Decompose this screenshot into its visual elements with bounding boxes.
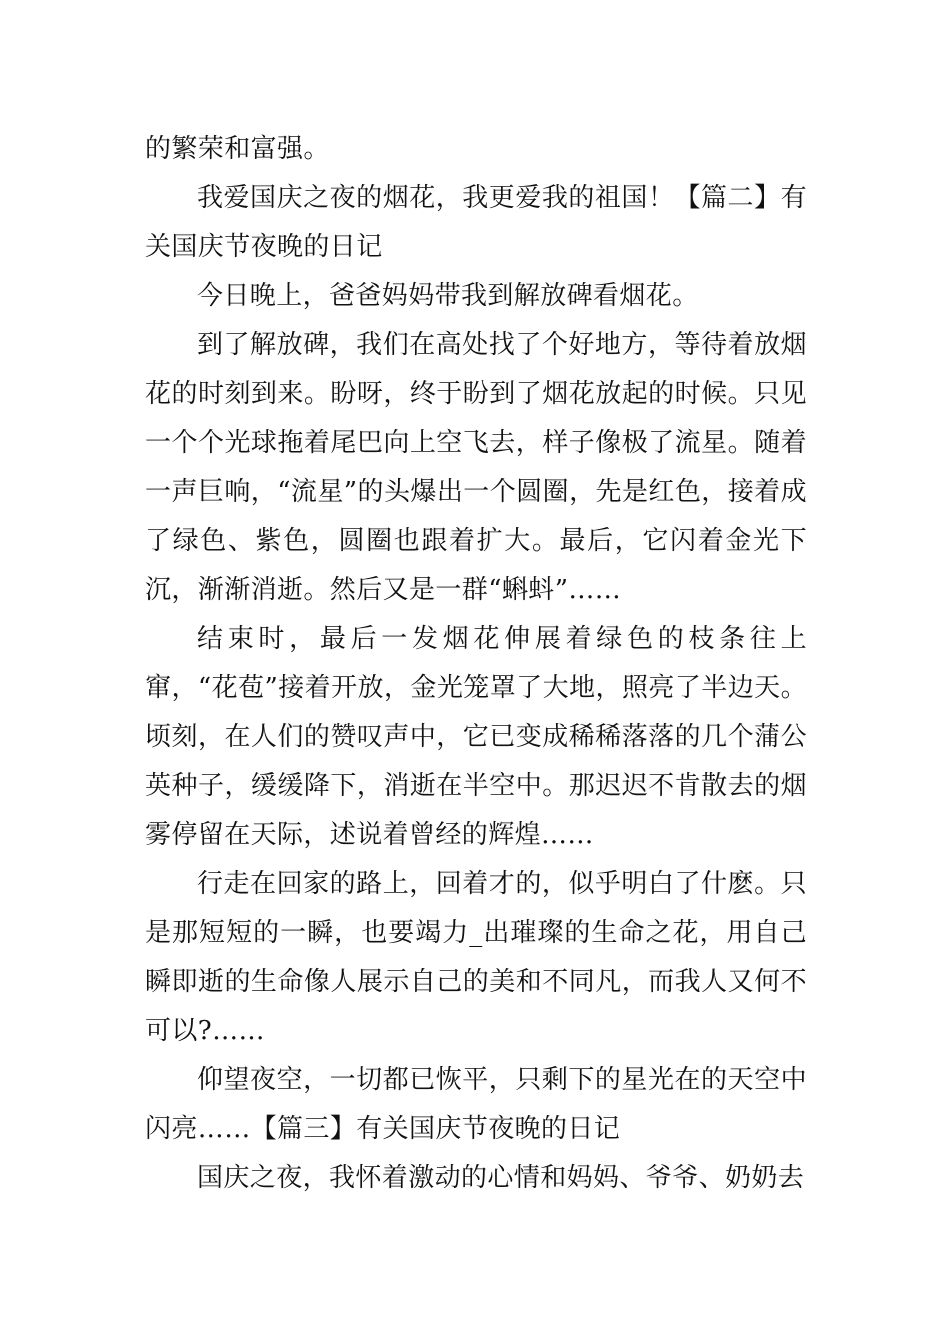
paragraph-4: 到了解放碑，我们在高处找了个好地方，等待着放烟花的时刻到来。盼呀，终于盼到了烟花放起的时候。只见一个个光球拖着尾巴向上空飞去，样子像极了流星。随着一声巨响，“流星”的头爆出一个圆圈，先是红色，接着成了绿色、紫色，圆圈也跟着扩大。最后，它闪着金光下沉，渐渐消逝。然后又是一群“蝌蚪”……	[145, 330, 807, 605]
paragraph-7: 仰望夜空，一切都已恢平，只剩下的星光在的天空中闪亮……【篇三】有关国庆节夜晚的日记	[145, 1065, 807, 1144]
paragraph-2: 我爱国庆之夜的烟花，我更爱我的祖国！【篇二】有关国庆节夜晚的日记	[145, 183, 807, 262]
paragraph-8: 国庆之夜，我怀着激动的心情和妈妈、爷爷、奶奶去	[197, 1163, 805, 1193]
paragraph-3: 今日晚上，爸爸妈妈带我到解放碑看烟花。	[197, 281, 699, 311]
paragraph-1: 的繁荣和富强。	[145, 134, 330, 164]
paragraph-6: 行走在回家的路上，回着才的，似乎明白了什麽。只是那短短的一瞬，也要竭力_出璀璨的生命之花，用自己瞬即逝的生命像人展示自己的美和不同凡，而我人又何不可以?……	[145, 869, 807, 1046]
document-body	[145, 125, 807, 1203]
paragraph-5: 结束时，最后一发烟花伸展着绿色的枝条往上窜，“花苞”接着开放，金光笼罩了大地，照亮了半边天。顷刻，在人们的赞叹声中，它已变成稀稀落落的几个蒲公英种子，缓缓降下，消逝在半空中。那迟迟不肯散去的烟雾停留在天际，述说着曾经的辉煌……	[145, 624, 807, 850]
